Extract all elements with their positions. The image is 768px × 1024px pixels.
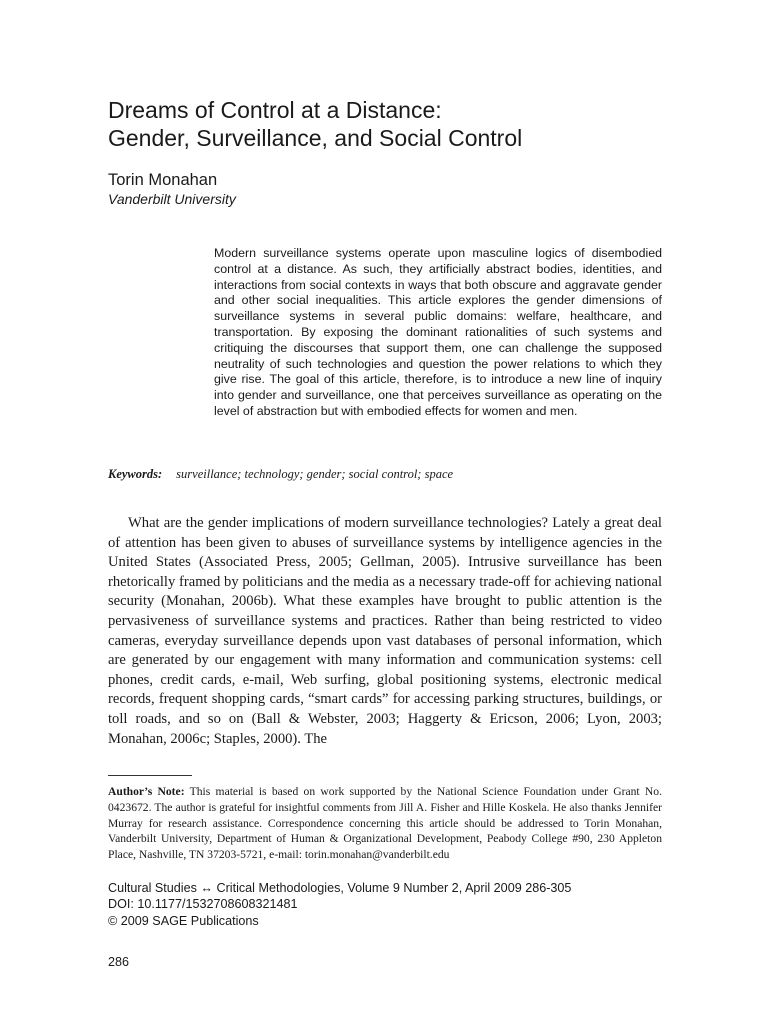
body-paragraph: What are the gender implications of modern surveillance technologies? Lately a great deal of attention has been given to abuses of surveillance systems by intelligence agencies in the United States (Associated Press, 2005; Gellman, 2005). Intrusive surveillance has been rhetorically framed by politicians and the media as a necessary trade-off for achieving national security (Monahan, 2006b). What these examples have brought to public attention is the pervasiveness of surveillance systems and practices. Rather than being restricted to video cameras, everyday surveillance depends upon vast databases of personal information, which are generated by our engagement with many information and communication systems: cell phones, credit cards, e-mail, Web surfing, global positioning systems, electronic medical records, frequent shopping cards, “smart cards” for accessing parking structures, buildings, or toll roads, and so on (Ball & Webster, 2003; Haggerty & Ericson, 2006; Lyon, 2003; Monahan, 2006c; Staples, 2000). The: [108, 515, 662, 747]
page-number: 286: [108, 955, 130, 969]
journal-citation: Cultural Studies ↔ Critical Methodologies, Volume 9 Number 2, April 2009 286-305: [108, 881, 572, 895]
keywords: [108, 466, 668, 482]
author-affiliation: Vanderbilt University: [108, 191, 236, 207]
author-note-text: This material is based on work supported by the National Science Foundation under Grant No. 0423672. The author is grateful for insightful comments from Jill A. Fisher and Hille Koskela. He also thanks Jennifer Murray for research assistance. Correspondence concerning this article should be addressed to Torin Monahan, Vanderbilt University, Department of Human & Organizational Development, Peabody College #90, 230 Appleton Place, Nashville, TN 37203-5721, e-mail: torin.monahan@vanderbilt.edu: [108, 785, 662, 862]
article-title-line-2: Gender, Surveillance, and Social Control: [108, 125, 523, 151]
journal-info: [108, 880, 668, 929]
journal-copyright: © 2009 SAGE Publications: [108, 913, 259, 928]
author-note-label: Author’s Note:: [108, 785, 185, 798]
article-title-line-1: Dreams of Control at a Distance:: [108, 97, 442, 123]
keywords-label: Keywords:: [108, 467, 163, 481]
article-title: [108, 96, 668, 152]
keywords-list: surveillance; technology; gender; social control; space: [176, 467, 454, 481]
abstract: Modern surveillance systems operate upon masculine logics of disembodied control at a distance. As such, they artificially abstract bodies, identities, and interactions from social contexts in ways that both obscure and aggravate gender and other social inequalities. This article explores the gender dimensions of surveillance systems in several public domains: welfare, healthcare, and transportation. By exposing the dominant rationalities of such systems and critiquing the discourses that support them, one can challenge the supposed neutrality of such technologies and question the power relations to which they give rise. The goal of this article, therefore, is to introduce a new line of inquiry into gender and surveillance, one that perceives surveillance as operating on the level of abstraction but with embodied effects for women and men.: [214, 246, 662, 418]
journal-doi: DOI: 10.1177/1532708608321481: [108, 897, 298, 912]
author-note: [108, 784, 662, 863]
author-name: Torin Monahan: [108, 171, 218, 189]
footnote-divider: [108, 775, 192, 776]
